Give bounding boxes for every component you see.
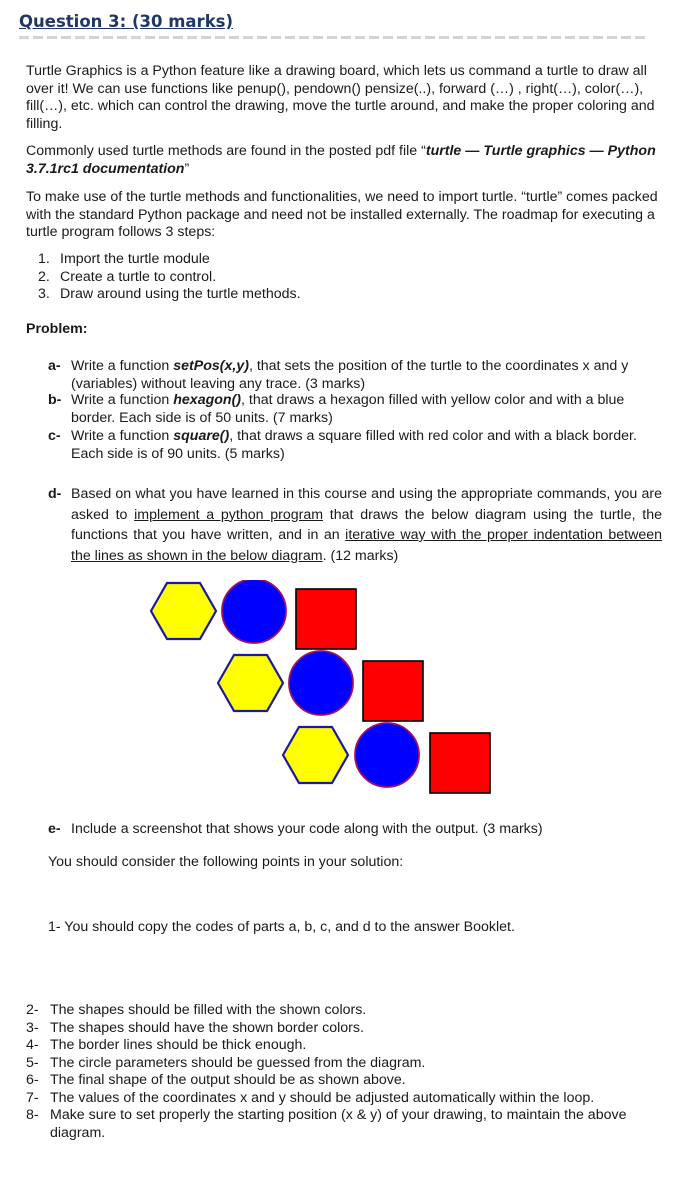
square-shape: [430, 733, 490, 793]
question-a-text: [71, 358, 662, 393]
documentation-pre: Commonly used turtle methods are found in the posted pdf file “: [26, 143, 426, 159]
header-line-residue: [19, 36, 649, 39]
point-text: The border lines should be thick enough.: [50, 1037, 307, 1053]
hexagon-shape: [283, 727, 348, 783]
step-text: Import the turtle module: [60, 251, 210, 267]
question-d-underline1: implement a python program: [134, 506, 324, 523]
point-number: 2-: [26, 1002, 39, 1018]
point-text: The values of the coordinates x and y should be adjusted automatically within the loop.: [50, 1089, 595, 1106]
list-item: [38, 251, 658, 269]
hexagon-shape: [218, 655, 283, 711]
documentation-post: ”: [184, 160, 190, 177]
list-item: [26, 1072, 662, 1090]
question-b-post: , that draws a hexagon filled with yellow color and with a blue border. Each side is of 50 units. (7 marks): [71, 392, 625, 426]
question-c-post: , that draws a square filled with red color and with a black border. Each side is of 90 units. (5 marks): [71, 428, 637, 462]
step-number: 2.: [38, 268, 50, 285]
list-item: [26, 1055, 662, 1073]
question-a-post: , that sets the position of the turtle to the coordinates x and y (variables) without leaving any trace. (3 marks): [71, 358, 629, 392]
list-item: [26, 1090, 662, 1108]
question-b-text: [71, 392, 662, 427]
point-number: 5-: [26, 1054, 39, 1071]
step-number: 1.: [38, 251, 50, 267]
point-text: The shapes should have the shown border colors.: [50, 1019, 364, 1036]
list-item: [26, 1037, 662, 1055]
shape-row-2: [218, 651, 423, 721]
point-number: 7-: [26, 1089, 39, 1106]
point-text: The shapes should be filled with the shown colors.: [50, 1002, 367, 1018]
point-text: Make sure to set properly the starting position (x & y) of your drawing, to maintain the above diagram.: [50, 1107, 627, 1141]
question-c: [48, 428, 662, 463]
list-item: [26, 1020, 662, 1038]
question-d-part2: that draws the below diagram using the turtle, the functions that you have written, and in an: [71, 506, 662, 543]
intro-paragraph: Turtle Graphics is a Python feature like a drawing board, which lets us command a turtle to draw all over it! We can use functions like penup(), pendown() pensize(..), forward (…) , right(…), color(…), fill(…), etc. which can control the drawing, move the turtle around, and make the proper coloring and filling.: [26, 63, 655, 132]
question-a-pre: Write a function: [71, 358, 174, 374]
point-text: The final shape of the output should be as shown above.: [50, 1072, 406, 1088]
question-letter: d-: [48, 486, 62, 502]
turtle-diagram: [145, 580, 495, 805]
question-b-pre: Write a function: [71, 392, 174, 408]
considerations-list: [26, 1002, 662, 1142]
question-b: [48, 392, 662, 427]
documentation-title: turtle — Turtle graphics — Python 3.7.1rc1 documentation: [26, 143, 656, 177]
question-c-pre: Write a function: [71, 428, 174, 444]
function-name-setpos: setPos(x,y): [173, 358, 249, 374]
point-number: 3-: [26, 1019, 39, 1036]
question-letter: b-: [48, 392, 62, 408]
question-a: [48, 358, 662, 393]
list-item: [38, 269, 658, 287]
step-text: Draw around using the turtle methods.: [60, 286, 301, 302]
shape-row-1: [151, 580, 356, 649]
square-shape: [363, 661, 423, 721]
copy-codes-note: 1- You should copy the codes of parts a, b, c, and d to the answer Booklet.: [48, 919, 515, 935]
point-text: The circle parameters should be guessed from the diagram.: [50, 1054, 426, 1071]
question-d-underline2: iterative way with the proper indentation between the lines as shown in the below diagram: [71, 527, 662, 564]
circle-shape: [289, 651, 353, 715]
point-number: 4-: [26, 1037, 39, 1053]
question-c-text: [71, 428, 662, 463]
shape-row-3: [283, 723, 490, 793]
question-letter: a-: [48, 358, 61, 374]
question-letter: e-: [48, 821, 61, 837]
question-e-text: Include a screenshot that shows your code along with the output. (3 marks): [71, 821, 543, 837]
steps-list: [38, 251, 658, 304]
question-e: [48, 821, 662, 839]
question-d-part3: . (12 marks): [322, 547, 399, 564]
list-item: [38, 286, 658, 304]
list-item: [26, 1107, 662, 1142]
square-shape: [296, 589, 356, 649]
list-item: [26, 1002, 662, 1020]
step-number: 3.: [38, 286, 50, 302]
documentation-paragraph: [26, 143, 662, 178]
question-d-part1: Based on what you have learned in this course and using the appropriate commands, you are asked to: [71, 486, 662, 523]
question-letter: c-: [48, 428, 61, 444]
hexagon-shape: [151, 583, 216, 639]
circle-shape: [222, 580, 286, 643]
point-number: 8-: [26, 1107, 39, 1123]
consider-note: You should consider the following points in your solution:: [48, 854, 404, 870]
problem-label: Problem:: [26, 321, 88, 337]
question-d: [48, 484, 662, 566]
step-text: Create a turtle to control.: [60, 268, 217, 285]
question-heading: Question 3: (30 marks): [19, 12, 234, 31]
point-number: 6-: [26, 1072, 39, 1088]
circle-shape: [355, 723, 419, 787]
question-d-text: [71, 484, 662, 566]
function-name-square: square(): [173, 428, 230, 444]
function-name-hexagon: hexagon(): [173, 392, 242, 408]
import-paragraph: To make use of the turtle methods and functionalities, we need to import turtle. “turtle” comes packed with the standard Python package and need not be installed externally. The roadmap for executing a turtle program follows 3 steps:: [26, 189, 658, 240]
